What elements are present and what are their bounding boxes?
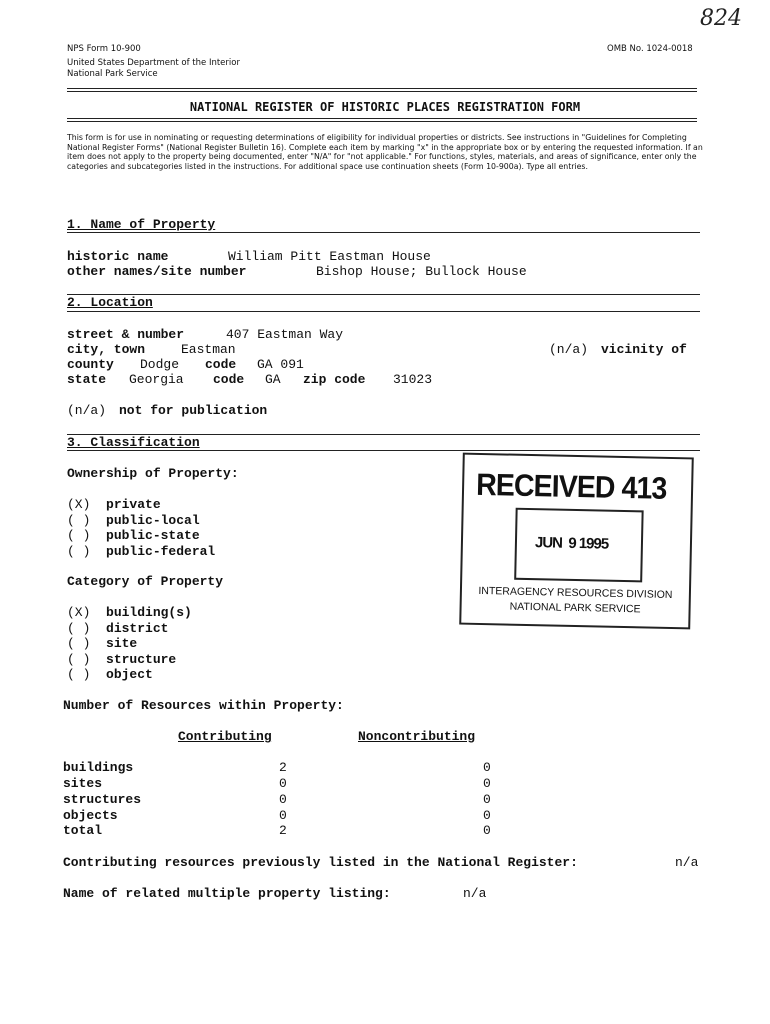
resource-noncontributing: 0 xyxy=(483,808,491,823)
category-mark: ( ) xyxy=(67,667,91,682)
multiple-listing-value: n/a xyxy=(463,886,487,901)
title-bottom-rule xyxy=(67,118,697,122)
county-code-value: GA 091 xyxy=(257,357,304,372)
category-mark: (X) xyxy=(67,605,91,620)
other-names-value: Bishop House; Bullock House xyxy=(316,264,527,279)
category-option: site xyxy=(106,636,138,651)
ownership-list xyxy=(67,497,215,559)
service: National Park Service xyxy=(67,69,158,79)
category-item xyxy=(67,652,192,668)
city-label: city, town xyxy=(67,342,146,357)
category-label: Category of Property xyxy=(67,574,224,589)
state-code-value: GA xyxy=(265,372,281,387)
publication-label: not for publication xyxy=(119,403,268,418)
section-1-heading: 1. Name of Property xyxy=(67,217,216,232)
county-value: Dodge xyxy=(140,357,180,372)
category-option: structure xyxy=(106,651,177,667)
ownership-item xyxy=(67,513,215,529)
previously-listed-value: n/a xyxy=(675,855,699,870)
instructions: This form is for use in nominating or requesting determinations of eligibility for individual properties or districts. See instructions in "Guidelines for Completing National Register Forms" (National Register Bulletin 16). Complete each item by marking "x" in the appropriate box or by entering the requested information. If an item does not apply to the property being documented, enter "N/A" for "not applicable." For functions, styles, materials, and areas of significance, enter only the categories and subcategories listed in the instructions. For additional space use continuation sheets (Form 10-900a). Type all entries. xyxy=(67,133,703,171)
ownership-item xyxy=(67,497,215,513)
multiple-listing-label: Name of related multiple property listing: xyxy=(63,886,391,901)
resource-row-label: structures xyxy=(63,792,142,807)
section-2-rule xyxy=(67,311,700,312)
zip-label: zip code xyxy=(303,372,366,387)
ownership-option: private xyxy=(106,497,161,512)
other-names-label: other names/site number xyxy=(67,264,247,279)
resource-contributing: 2 xyxy=(279,760,287,775)
received-stamp xyxy=(459,453,694,630)
ownership-option: public-federal xyxy=(106,543,216,559)
zip-value: 31023 xyxy=(393,372,433,387)
category-mark: ( ) xyxy=(67,651,91,667)
section-3-heading: 3. Classification xyxy=(67,435,200,450)
county-code-label: code xyxy=(205,357,237,372)
vicinity-value: (n/a) xyxy=(549,342,589,357)
stamp-date: JUN 9 1995 xyxy=(534,534,609,553)
resource-row-label: total xyxy=(63,823,103,838)
title-top-rule xyxy=(67,88,697,92)
section-3-rule xyxy=(67,450,700,451)
resources-label: Number of Resources within Property: xyxy=(63,698,344,713)
street-label: street & number xyxy=(67,327,185,342)
category-option: object xyxy=(106,667,153,682)
resource-row-label: objects xyxy=(63,808,118,823)
ownership-item xyxy=(67,528,215,544)
county-label: county xyxy=(67,357,114,372)
historic-name-value: William Pitt Eastman House xyxy=(228,249,431,264)
category-mark: ( ) xyxy=(67,636,91,651)
resource-contributing: 0 xyxy=(279,776,287,791)
col-contributing: Contributing xyxy=(178,729,272,744)
ownership-mark: ( ) xyxy=(67,528,91,543)
ownership-option: public-local xyxy=(106,512,200,528)
state-label: state xyxy=(67,372,107,387)
category-mark: ( ) xyxy=(67,620,91,636)
state-value: Georgia xyxy=(129,372,184,387)
category-item xyxy=(67,636,192,652)
col-noncontributing: Noncontributing xyxy=(358,729,476,744)
category-item xyxy=(67,621,192,637)
category-item xyxy=(67,667,192,683)
resource-noncontributing: 0 xyxy=(483,776,491,791)
resource-noncontributing: 0 xyxy=(483,792,491,807)
stamp-received: RECEIVED 413 xyxy=(475,466,667,506)
stamp-division: INTERAGENCY RESOURCES DIVISION xyxy=(478,584,673,602)
historic-name-label: historic name xyxy=(67,249,169,264)
resource-noncontributing: 0 xyxy=(483,760,491,775)
resource-noncontributing: 0 xyxy=(483,823,491,838)
ownership-mark: ( ) xyxy=(67,512,91,528)
ownership-mark: ( ) xyxy=(67,543,91,559)
omb-number: OMB No. 1024-0018 xyxy=(607,44,693,54)
section-2-heading: 2. Location xyxy=(67,295,153,310)
resource-contributing: 2 xyxy=(279,823,287,838)
ownership-label: Ownership of Property: xyxy=(67,466,239,481)
category-option: district xyxy=(106,620,169,636)
category-list xyxy=(67,605,192,683)
section-1-rule xyxy=(67,232,700,233)
previously-listed-label: Contributing resources previously listed in the National Register: xyxy=(63,855,578,870)
category-item xyxy=(67,605,192,621)
resource-contributing: 0 xyxy=(279,792,287,807)
stamp-date-box xyxy=(514,508,643,583)
resource-row-label: sites xyxy=(63,776,103,791)
vicinity-label: vicinity of xyxy=(601,342,687,357)
category-option: building(s) xyxy=(106,605,192,620)
form-title: NATIONAL REGISTER OF HISTORIC PLACES REGISTRATION FORM xyxy=(189,100,581,114)
city-value: Eastman xyxy=(181,342,236,357)
resource-row-label: buildings xyxy=(63,760,134,775)
street-value: 407 Eastman Way xyxy=(226,327,344,342)
handwritten-note: 824 xyxy=(700,6,742,31)
publication-value: (n/a) xyxy=(67,403,107,418)
state-code-label: code xyxy=(213,372,245,387)
section-2-top-rule xyxy=(67,294,700,295)
form-number: NPS Form 10-900 xyxy=(67,44,141,54)
ownership-item xyxy=(67,544,215,560)
stamp-service: NATIONAL PARK SERVICE xyxy=(509,600,641,616)
department: United States Department of the Interior xyxy=(67,58,240,68)
resource-contributing: 0 xyxy=(279,808,287,823)
ownership-option: public-state xyxy=(106,528,200,543)
ownership-mark: (X) xyxy=(67,497,91,512)
